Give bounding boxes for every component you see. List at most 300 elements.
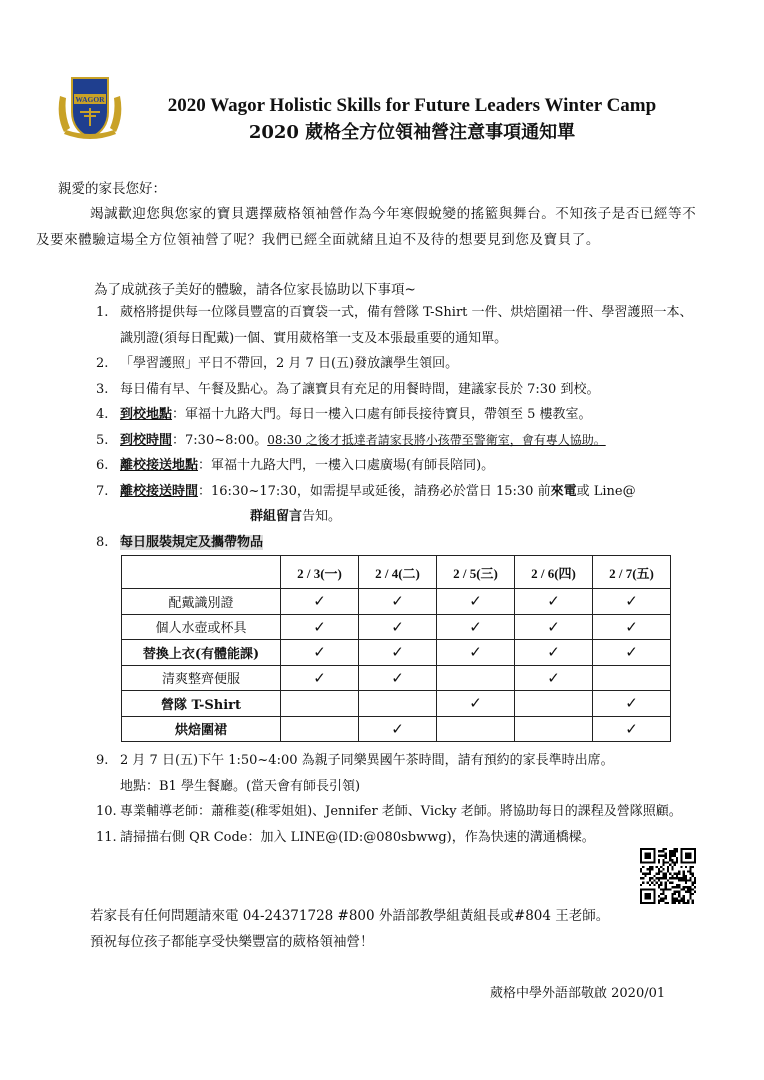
- qr-module: [665, 886, 667, 888]
- qr-module: [658, 902, 660, 904]
- check-mark-cell: [593, 614, 671, 640]
- title-en: 2020 Wagor Holistic Skills for Future Leaders Winter Camp: [167, 95, 657, 116]
- qr-module: [662, 859, 664, 861]
- list-item-3: [96, 377, 696, 403]
- qr-module: [687, 902, 689, 904]
- item-number: 10.: [96, 804, 117, 819]
- notice-list: [96, 300, 696, 555]
- qr-module: [678, 873, 680, 875]
- qr-module: [658, 879, 660, 881]
- qr-module: [665, 888, 667, 890]
- qr-module: [642, 873, 644, 875]
- qr-module: [644, 852, 651, 859]
- item-label: 到校地點: [120, 407, 173, 422]
- row-label: 配戴識別證: [122, 589, 281, 615]
- qr-module: [662, 864, 664, 866]
- check-mark-cell: [593, 640, 671, 666]
- item-label: 到校時間: [120, 432, 173, 448]
- row-label: 營隊 T-Shirt: [122, 691, 281, 717]
- qr-module: [656, 877, 658, 879]
- qr-module: [689, 886, 691, 888]
- qr-module: [649, 870, 651, 872]
- qr-module: [651, 877, 653, 879]
- qr-module: [685, 886, 687, 888]
- qr-module: [674, 864, 676, 866]
- item-number: 5.: [96, 432, 109, 448]
- check-mark-cell: [437, 614, 515, 640]
- list-item-6: [96, 453, 696, 479]
- signature: 葳格中學外語部敬啟 2020/01: [490, 986, 666, 1001]
- qr-module: [678, 886, 680, 888]
- qr-module: [644, 873, 646, 875]
- qr-module: [678, 902, 680, 904]
- qr-module: [671, 850, 673, 852]
- qr-module: [680, 888, 682, 890]
- qr-module: [683, 897, 685, 899]
- qr-module: [667, 861, 669, 863]
- qr-module: [640, 868, 642, 870]
- item-subtext: 地點：B1 學生餐廳。(當天會有師長引領): [120, 778, 361, 794]
- qr-module: [694, 877, 696, 879]
- empty-cell: [515, 716, 593, 742]
- qr-module: [674, 855, 676, 857]
- greeting: 親愛的家長您好：: [58, 181, 166, 197]
- qr-module: [692, 882, 694, 884]
- check-mark-cell: [281, 614, 359, 640]
- check-icon: ✓: [391, 592, 404, 611]
- empty-cell: [281, 691, 359, 717]
- qr-module: [665, 875, 667, 877]
- check-mark-cell: [359, 665, 437, 691]
- qr-module: [662, 893, 664, 895]
- qr-module: [669, 877, 671, 879]
- qr-module: [667, 888, 669, 890]
- qr-module: [667, 902, 669, 904]
- qr-module: [665, 895, 667, 897]
- item-bold: 來電: [550, 483, 577, 499]
- wagor-logo: [50, 72, 130, 144]
- qr-module: [662, 850, 664, 852]
- qr-module: [671, 893, 673, 895]
- qr-module: [649, 879, 651, 881]
- qr-module: [649, 873, 651, 875]
- qr-module: [683, 902, 685, 904]
- empty-cell: [359, 691, 437, 717]
- qr-module: [665, 902, 667, 904]
- qr-module: [676, 850, 678, 852]
- qr-module: [642, 877, 644, 879]
- check-icon: ✓: [469, 592, 482, 611]
- check-mark-cell: [515, 614, 593, 640]
- qr-module: [692, 866, 694, 868]
- qr-module: [683, 873, 685, 875]
- empty-cell: [515, 691, 593, 717]
- check-icon: ✓: [313, 643, 326, 662]
- qr-module: [683, 900, 685, 902]
- item-note: 08:30 之後才抵達者請家長將小孩帶至警衛室，會有專人協助。: [267, 432, 606, 447]
- qr-module: [676, 848, 678, 850]
- qr-module: [658, 868, 660, 870]
- qr-module: [662, 891, 664, 893]
- check-icon: ✓: [625, 617, 638, 636]
- table-row: [122, 640, 671, 666]
- item-label: 離校接送地點: [120, 458, 199, 473]
- qr-module: [674, 877, 676, 879]
- list-item-4: [96, 402, 696, 428]
- qr-module: [658, 859, 660, 861]
- qr-module: [660, 884, 662, 886]
- qr-module: [680, 879, 682, 881]
- qr-module: [662, 855, 664, 857]
- qr-module: [685, 902, 687, 904]
- table-header-cell: 2 / 4(二): [359, 556, 437, 589]
- table-row: [122, 691, 671, 717]
- check-icon: ✓: [313, 668, 326, 687]
- lead-sentence: 為了成就孩子美好的體驗，請各位家長協助以下事項~: [94, 282, 416, 298]
- qr-module: [651, 868, 653, 870]
- qr-module: [674, 852, 676, 854]
- list-item-2: [96, 351, 696, 377]
- qr-module: [687, 891, 689, 893]
- qr-module: [658, 873, 660, 875]
- row-label: 個人水壺或杯具: [122, 614, 281, 640]
- qr-module: [671, 859, 673, 861]
- qr-module: [667, 870, 669, 872]
- qr-module: [687, 886, 689, 888]
- check-icon: ✓: [391, 617, 404, 636]
- qr-module: [685, 882, 687, 884]
- table-row: [122, 716, 671, 742]
- qr-module: [669, 855, 671, 857]
- qr-module: [692, 875, 694, 877]
- check-mark-cell: [281, 589, 359, 615]
- qr-module: [649, 868, 651, 870]
- check-icon: ✓: [391, 643, 404, 662]
- table-header-cell: 2 / 3(一): [281, 556, 359, 589]
- qr-module: [680, 866, 682, 868]
- row-label: 替換上衣(有體能課): [122, 640, 281, 666]
- item-text: ：16:30~17:30，如需提早或延後，請務必於當日 15:30 前: [198, 483, 551, 499]
- qr-module: [656, 882, 658, 884]
- qr-module: [669, 873, 671, 875]
- qr-module: [680, 877, 682, 879]
- qr-module: [671, 897, 673, 899]
- qr-module: [669, 857, 671, 859]
- qr-module: [689, 868, 691, 870]
- svg-text:WAGOR: WAGOR: [75, 95, 105, 104]
- qr-module: [644, 893, 651, 900]
- qr-module: [676, 897, 678, 899]
- item-number: 9.: [96, 753, 109, 768]
- qr-module: [694, 882, 696, 884]
- qr-module: [683, 886, 685, 888]
- qr-module: [678, 893, 680, 895]
- item-text: 2 月 7 日(五)下午 1:50~4:00 為親子同樂異國午茶時間，請有預約的家長準時出席。: [120, 753, 614, 768]
- contact-block: [90, 903, 609, 955]
- check-mark-cell: [515, 640, 593, 666]
- qr-module: [660, 877, 662, 879]
- qr-module: [676, 861, 678, 863]
- qr-module: [694, 879, 696, 881]
- item-number: 11.: [96, 829, 117, 845]
- qr-module: [642, 882, 644, 884]
- qr-module: [665, 855, 667, 857]
- check-icon: ✓: [625, 694, 638, 713]
- qr-module: [658, 877, 660, 879]
- check-mark-cell: [359, 614, 437, 640]
- qr-module: [653, 879, 655, 881]
- check-icon: ✓: [625, 719, 638, 738]
- qr-module: [658, 855, 660, 857]
- line-qr-code: [640, 848, 696, 904]
- qr-module: [662, 873, 664, 875]
- qr-module: [660, 888, 662, 890]
- qr-module: [671, 877, 673, 879]
- qr-module: [658, 895, 660, 897]
- qr-module: [689, 893, 691, 895]
- table-row: [122, 665, 671, 691]
- qr-module: [656, 866, 658, 868]
- check-mark-cell: [593, 716, 671, 742]
- check-icon: ✓: [547, 643, 560, 662]
- check-icon: ✓: [469, 617, 482, 636]
- check-icon: ✓: [547, 617, 560, 636]
- qr-module: [689, 888, 691, 890]
- qr-module: [647, 868, 649, 870]
- check-icon: ✓: [391, 668, 404, 687]
- check-icon: ✓: [547, 592, 560, 611]
- qr-module: [649, 877, 651, 879]
- list-item-7: [96, 479, 696, 530]
- qr-module: [683, 895, 685, 897]
- qr-module: [692, 888, 694, 890]
- qr-module: [653, 875, 655, 877]
- check-icon: ✓: [547, 668, 560, 687]
- item-text-mid: 或 Line@: [576, 483, 636, 499]
- check-icon: ✓: [469, 694, 482, 713]
- qr-module: [689, 879, 691, 881]
- qr-module: [665, 852, 667, 854]
- row-label: 清爽整齊便服: [122, 665, 281, 691]
- item-text: 每日備有早、午餐及點心。為了讓寶貝有充足的用餐時間，建議家長於 7:30 到校。: [120, 381, 600, 397]
- qr-module: [674, 900, 676, 902]
- qr-module: [683, 888, 685, 890]
- qr-module: [662, 888, 664, 890]
- qr-module: [689, 866, 691, 868]
- qr-module: [658, 850, 660, 852]
- qr-module: [671, 895, 673, 897]
- qr-module: [669, 850, 671, 852]
- qr-module: [642, 866, 644, 868]
- qr-module: [676, 857, 678, 859]
- qr-module: [671, 900, 673, 902]
- empty-cell: [437, 665, 515, 691]
- row-label: 烘焙圍裙: [122, 716, 281, 742]
- qr-module: [689, 873, 691, 875]
- qr-module: [662, 868, 664, 870]
- item-text: ：軍福十九路大門。每日一樓入口處有師長接待寶貝，帶領至 5 樓教室。: [172, 407, 592, 422]
- qr-module: [671, 882, 673, 884]
- qr-module: [671, 855, 673, 857]
- empty-cell: [437, 716, 515, 742]
- item-text: 請掃描右側 QR Code：加入 LINE@(ID:@080sbwwg)，作為快速的溝通橋樑。: [120, 829, 595, 845]
- qr-module: [680, 897, 682, 899]
- qr-module: [674, 893, 676, 895]
- qr-module: [676, 873, 678, 875]
- qr-module: [692, 893, 694, 895]
- qr-module: [669, 882, 671, 884]
- item-text: 專業輔導老師：蕭稚菱(稚零姐姐)、Jennifer 老師、Vicky 老師。將協助每日的課程及營隊照顧。: [120, 804, 682, 819]
- qr-module: [674, 902, 676, 904]
- qr-module: [674, 897, 676, 899]
- item-number: 6.: [96, 458, 109, 473]
- check-mark-cell: [281, 640, 359, 666]
- table-row: [122, 614, 671, 640]
- qr-module: [680, 900, 682, 902]
- qr-module: [662, 877, 664, 879]
- qr-module: [678, 879, 680, 881]
- qr-module: [683, 877, 685, 879]
- item-text: ：7:30~8:00。: [172, 432, 268, 448]
- qr-module: [665, 897, 667, 899]
- qr-module: [676, 877, 678, 879]
- qr-module: [660, 855, 662, 857]
- item-number: 7.: [96, 483, 109, 499]
- table-header-cell: 2 / 5(三): [437, 556, 515, 589]
- qr-module: [692, 873, 694, 875]
- item-number: 2.: [96, 356, 109, 371]
- qr-module: [689, 870, 691, 872]
- check-mark-cell: [593, 589, 671, 615]
- check-icon: ✓: [625, 643, 638, 662]
- qr-module: [667, 868, 669, 870]
- qr-module: [669, 859, 671, 861]
- qr-module: [669, 888, 671, 890]
- item-text-tail: 告知。: [302, 509, 342, 524]
- qr-module: [685, 891, 687, 893]
- qr-module: [651, 882, 653, 884]
- qr-module: [678, 870, 680, 872]
- check-mark-cell: [281, 665, 359, 691]
- qr-module: [669, 864, 671, 866]
- list-item-11: [96, 825, 716, 851]
- qr-module: [678, 895, 680, 897]
- check-icon: ✓: [313, 592, 326, 611]
- qr-module: [658, 861, 660, 863]
- qr-module: [649, 884, 651, 886]
- qr-module: [685, 875, 687, 877]
- empty-cell: [593, 665, 671, 691]
- qr-module: [674, 886, 676, 888]
- qr-module: [665, 873, 667, 875]
- table-header-row: [122, 556, 671, 589]
- check-mark-cell: [359, 716, 437, 742]
- qr-module: [678, 884, 680, 886]
- qr-module: [685, 852, 692, 859]
- qr-module: [665, 857, 667, 859]
- qr-module: [687, 888, 689, 890]
- list-item-10: [96, 799, 716, 825]
- qr-module: [644, 875, 646, 877]
- qr-module: [689, 895, 691, 897]
- qr-module: [665, 882, 667, 884]
- check-icon: ✓: [391, 719, 404, 738]
- qr-module: [660, 882, 662, 884]
- contact-line: 若家長有任何問題請來電 04-24371728 #800 外語部教學組黃組長或#804 王老師。: [90, 908, 610, 924]
- qr-module: [694, 891, 696, 893]
- qr-module: [665, 877, 667, 879]
- qr-module: [689, 877, 691, 879]
- list-item-9: [96, 748, 716, 799]
- qr-module: [671, 866, 673, 868]
- item-text: 「學習護照」平日不帶回，2 月 7 日(五)發放讓學生領回。: [120, 356, 459, 371]
- qr-module: [676, 859, 678, 861]
- list-item-8: [96, 530, 696, 556]
- item-number: 4.: [96, 407, 109, 422]
- qr-module: [687, 900, 689, 902]
- qr-module: [671, 902, 673, 904]
- qr-module: [658, 886, 660, 888]
- qr-module: [665, 861, 667, 863]
- qr-module: [640, 877, 642, 879]
- title-block: [132, 94, 692, 146]
- qr-module: [683, 879, 685, 881]
- qr-module: [662, 897, 664, 899]
- check-icon: ✓: [469, 643, 482, 662]
- item-label: 每日服裝規定及攜帶物品: [120, 534, 264, 550]
- check-icon: ✓: [625, 592, 638, 611]
- qr-module: [669, 852, 671, 854]
- item-bold: 群組留言: [250, 509, 303, 524]
- title-zh: 2020 葳格全方位領袖營注意事項通知單: [248, 122, 576, 143]
- qr-module: [660, 866, 662, 868]
- qr-module: [685, 877, 687, 879]
- check-mark-cell: [359, 589, 437, 615]
- qr-module: [640, 884, 642, 886]
- table-header-cell: 2 / 6(四): [515, 556, 593, 589]
- qr-module: [678, 877, 680, 879]
- qr-module: [647, 873, 649, 875]
- wish-line: 預祝每位孩子都能享受快樂豐富的葳格領袖營！: [90, 934, 374, 950]
- qr-module: [694, 886, 696, 888]
- qr-module: [687, 870, 689, 872]
- qr-module: [653, 884, 655, 886]
- qr-module: [671, 875, 673, 877]
- qr-module: [667, 879, 669, 881]
- qr-module: [662, 900, 664, 902]
- qr-module: [658, 900, 660, 902]
- qr-module: [674, 861, 676, 863]
- qr-module: [665, 848, 667, 850]
- list-item-5: [96, 428, 696, 454]
- qr-module: [674, 891, 676, 893]
- qr-module: [685, 879, 687, 881]
- qr-module: [683, 875, 685, 877]
- qr-module: [674, 873, 676, 875]
- item-text: 葳格將提供每一位隊員豐富的百寶袋一式，備有營隊 T-Shirt 一件、烘焙圍裙一件、學習護照一本、識別證(須每日配戴)一個、實用葳格筆一支及本張最重要的通知單。: [120, 305, 693, 346]
- item-text: ：軍福十九路大門，一樓入口處廣場(有師長陪同)。: [198, 458, 495, 473]
- empty-cell: [281, 716, 359, 742]
- qr-module: [678, 891, 680, 893]
- qr-module: [647, 882, 649, 884]
- qr-module: [640, 870, 642, 872]
- qr-module: [676, 884, 678, 886]
- check-mark-cell: [437, 691, 515, 717]
- qr-module: [671, 886, 673, 888]
- qr-module: [651, 866, 653, 868]
- qr-module: [660, 870, 662, 872]
- check-mark-cell: [437, 640, 515, 666]
